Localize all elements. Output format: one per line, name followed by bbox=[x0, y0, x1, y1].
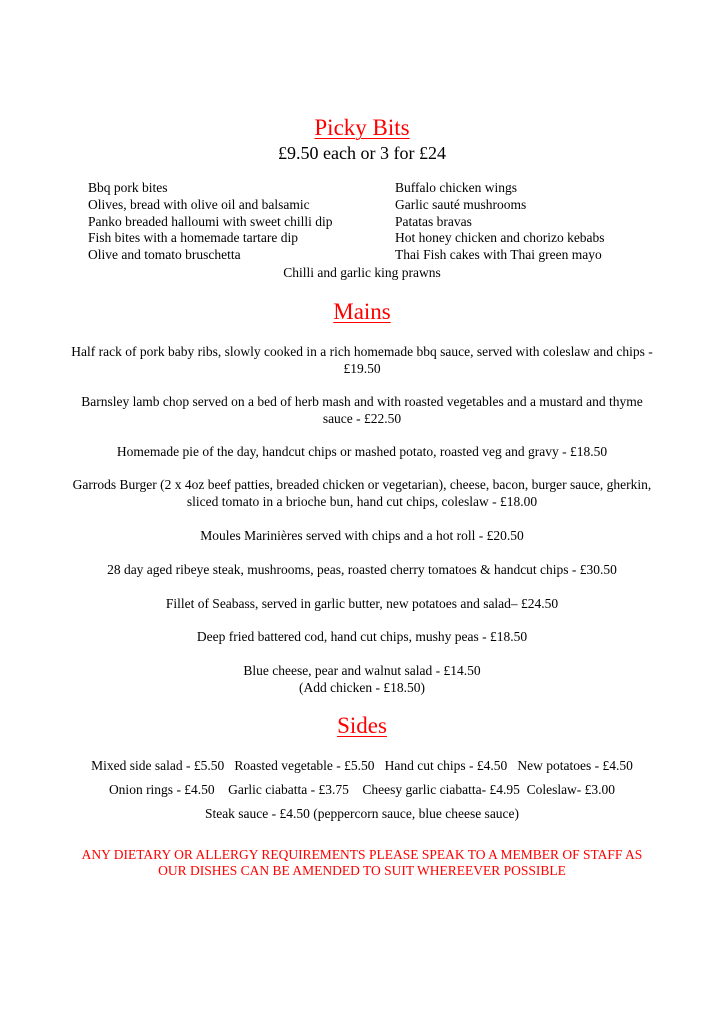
list-item: Olive and tomato bruschetta bbox=[88, 247, 241, 263]
menu-item: Moules Marinières served with chips and a hot roll - £20.50 bbox=[200, 528, 524, 543]
picky-bits-final-item: Chilli and garlic king prawns bbox=[283, 265, 441, 280]
menu-item: Homemade pie of the day, handcut chips or mashed potato, roasted veg and gravy - £18.50 bbox=[116, 444, 608, 459]
menu-item: Fillet of Seabass, served in garlic butter, new potatoes and salad– £24.50 bbox=[165, 596, 559, 611]
sides-row: Mixed side salad - £5.50 Roasted vegetable - £5.50 Hand cut chips - £4.50 New potatoes - £4.50 bbox=[91, 758, 633, 773]
list-item: Panko breaded halloumi with sweet chilli dip bbox=[88, 213, 333, 229]
picky-bits-right-list bbox=[395, 180, 605, 264]
list-item: Hot honey chicken and chorizo kebabs bbox=[395, 230, 605, 246]
sides-row: Steak sauce - £4.50 (peppercorn sauce, blue cheese sauce) bbox=[204, 806, 520, 821]
list-item: Garlic sauté mushrooms bbox=[395, 196, 527, 212]
picky-bits-heading: Picky Bits bbox=[314, 115, 410, 140]
picky-bits-price: £9.50 each or 3 for £24 bbox=[278, 143, 446, 163]
list-item: Buffalo chicken wings bbox=[395, 180, 517, 195]
list-item: Patatas bravas bbox=[395, 213, 472, 229]
menu-item: Blue cheese, pear and walnut salad - £14.50 (Add chicken - £18.50) bbox=[243, 663, 481, 695]
list-item: Bbq pork bites bbox=[88, 180, 168, 195]
sides-heading: Sides bbox=[337, 713, 387, 738]
list-item: Fish bites with a homemade tartare dip bbox=[88, 230, 298, 246]
menu-item: Garrods Burger (2 x 4oz beef patties, breaded chicken or vegetarian), cheese, bacon, burger sauce, gherkin, sliced tomato in a brioche bun, hand cut chips, coleslaw - £18.00 bbox=[72, 477, 652, 509]
menu-item: Half rack of pork baby ribs, slowly cooked in a rich homemade bbq sauce, served with coleslaw and chips - £19.50 bbox=[71, 344, 653, 376]
menu-item: 28 day aged ribeye steak, mushrooms, peas, roasted cherry tomatoes & handcut chips - £30.50 bbox=[107, 562, 617, 577]
menu-item: Barnsley lamb chop served on a bed of herb mash and with roasted vegetables and a mustard and thyme sauce - £22.50 bbox=[81, 394, 643, 426]
mains-heading: Mains bbox=[333, 299, 391, 324]
menu-item: Deep fried battered cod, hand cut chips, mushy peas - £18.50 bbox=[196, 629, 528, 644]
list-item: Olives, bread with olive oil and balsamic bbox=[88, 196, 310, 212]
picky-bits-left-list bbox=[88, 180, 332, 264]
allergy-notice: ANY DIETARY OR ALLERGY REQUIREMENTS PLEASE SPEAK TO A MEMBER OF STAFF AS OUR DISHES CAN BE AMENDED TO SUIT WHEREEVER POSSIBLE bbox=[81, 847, 643, 878]
list-item: Thai Fish cakes with Thai green mayo bbox=[395, 247, 602, 263]
sides-row: Onion rings - £4.50 Garlic ciabatta - £3.75 Cheesy garlic ciabatta- £4.95 Coleslaw- £3.00 bbox=[108, 782, 616, 797]
